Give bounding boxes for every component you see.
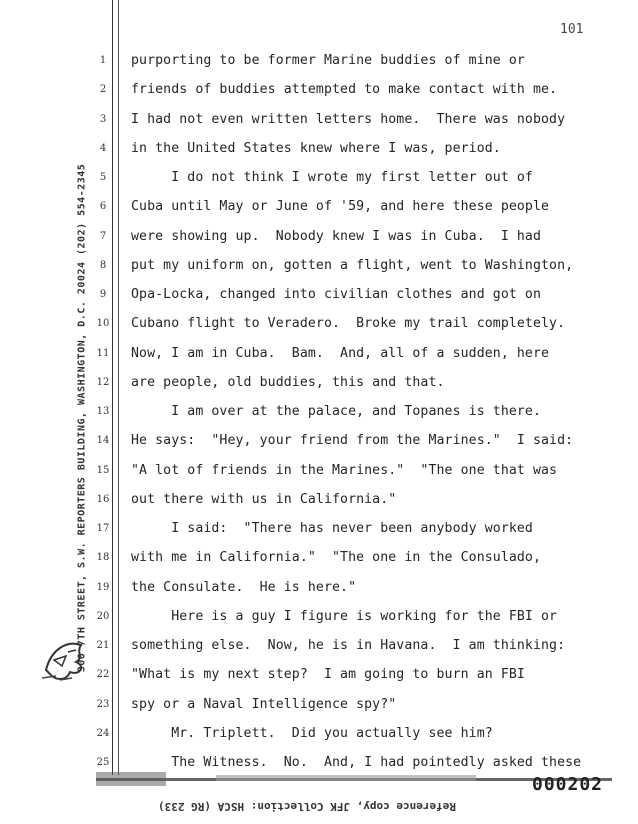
transcript-line: the Consulate. He is here." bbox=[131, 579, 357, 595]
line-number: 3 bbox=[99, 113, 107, 125]
line-number: 20 bbox=[96, 610, 110, 622]
line-number: 16 bbox=[96, 493, 110, 505]
left-margin-rule bbox=[112, 0, 113, 775]
transcript-line: Cubano flight to Veradero. Broke my trail completely. bbox=[131, 316, 566, 332]
transcript-line: spy or a Naval Intelligence spy?" bbox=[131, 696, 397, 712]
line-number: 21 bbox=[96, 640, 110, 651]
line-number: 13 bbox=[96, 406, 110, 417]
left-margin-rule-inner bbox=[118, 0, 119, 775]
page-number: 101 bbox=[560, 22, 584, 37]
transcript-line: Here is a guy I figure is working for the FBI or bbox=[131, 608, 558, 624]
transcript-line: "A lot of friends in the Marines." "The one that was bbox=[131, 462, 558, 478]
line-number: 22 bbox=[96, 669, 110, 681]
line-number: 19 bbox=[96, 581, 110, 593]
transcript-line: out there with us in California." bbox=[131, 491, 397, 507]
transcript-line: The Witness. No. And, I had pointedly asked these bbox=[131, 755, 582, 770]
archive-reference-label: Reference copy, JFK Collection: HSCA (RG 233) bbox=[158, 800, 457, 813]
transcript-line: something else. Now, he is in Havana. I am thinking: bbox=[131, 638, 566, 653]
line-number: 24 bbox=[96, 727, 110, 739]
line-number: 23 bbox=[96, 698, 110, 710]
transcript-line: purporting to be former Marine buddies of mine or bbox=[131, 53, 525, 68]
line-number: 10 bbox=[96, 318, 110, 330]
line-number: 8 bbox=[99, 259, 107, 271]
line-number: 17 bbox=[96, 523, 110, 534]
line-number: 1 bbox=[99, 55, 107, 66]
transcript-line: I said: "There has never been anybody worked bbox=[131, 521, 533, 536]
line-number: 12 bbox=[96, 376, 110, 388]
line-number: 9 bbox=[99, 289, 107, 300]
document-control-number: 000202 bbox=[532, 774, 604, 795]
line-number: 11 bbox=[96, 347, 110, 359]
transcript-line: put my uniform on, gotten a flight, went to Washington, bbox=[131, 257, 574, 273]
line-number: 5 bbox=[99, 172, 107, 183]
line-number: 7 bbox=[99, 230, 107, 242]
line-number: 15 bbox=[96, 464, 110, 476]
transcript-line: are people, old buddies, this and that. bbox=[131, 374, 445, 390]
transcript-line: friends of buddies attempted to make contact with me. bbox=[131, 82, 558, 98]
line-number: 6 bbox=[99, 201, 107, 213]
line-number: 14 bbox=[96, 435, 110, 447]
reporter-address-margin-text: 300 7TH STREET, S.W. REPORTERS BUILDING, WASHINGTON, D.C. 20024 (202) 554-2345 bbox=[76, 163, 88, 673]
line-number: 4 bbox=[99, 142, 107, 154]
transcript-line: in the United States knew where I was, period. bbox=[131, 140, 501, 156]
transcript-line: Opa-Locka, changed into civilian clothes and got on bbox=[131, 287, 542, 302]
transcript-line: He says: "Hey, your friend from the Marines." I said: bbox=[131, 433, 574, 449]
eagle-seal-icon bbox=[36, 630, 96, 690]
transcript-line: I am over at the palace, and Topanes is there. bbox=[131, 404, 542, 419]
transcript-line: "What is my next step? I am going to burn an FBI bbox=[131, 667, 525, 683]
transcript-line: were showing up. Nobody knew I was in Cuba. I had bbox=[131, 228, 542, 244]
transcript-line: Now, I am in Cuba. Bam. And, all of a sudden, here bbox=[131, 345, 550, 361]
transcript-line: I do not think I wrote my first letter out of bbox=[131, 170, 533, 185]
line-number: 2 bbox=[99, 84, 107, 96]
transcript-line: Cuba until May or June of '59, and here these people bbox=[131, 199, 550, 215]
line-number: 25 bbox=[96, 757, 110, 768]
transcript-line: I had not even written letters home. There was nobody bbox=[131, 111, 566, 127]
transcript-line: Mr. Triplett. Did you actually see him? bbox=[131, 725, 493, 741]
transcript-line: with me in California." "The one in the Consulado, bbox=[131, 550, 542, 566]
line-number: 18 bbox=[96, 552, 110, 564]
